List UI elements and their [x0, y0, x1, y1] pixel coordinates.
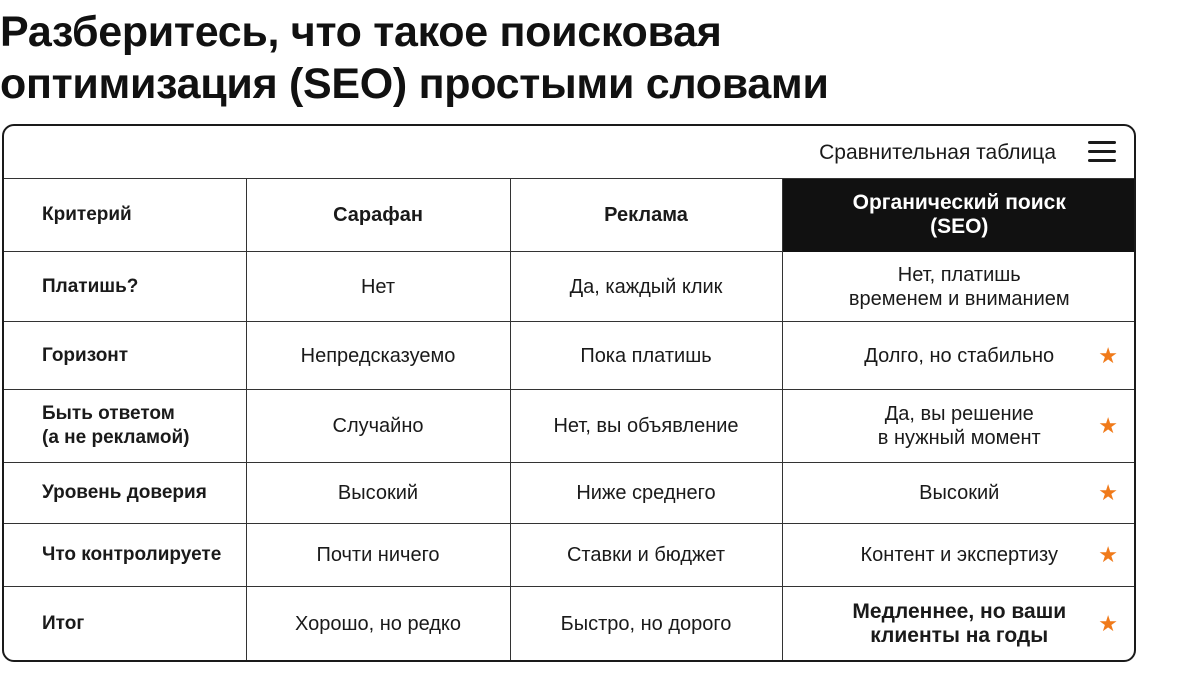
word-of-mouth-cell: Случайно — [246, 390, 510, 463]
header-seo-line-2: (SEO) — [930, 215, 989, 238]
word-of-mouth-cell: Непредсказуемо — [246, 322, 510, 390]
seo-line-1: Медленнее, но ваши — [852, 600, 1067, 623]
header-criterion: Критерий — [4, 179, 246, 252]
star-icon: ★ — [1098, 542, 1118, 567]
criterion-line-1: Что контролируете — [42, 544, 222, 565]
comparison-card — [2, 124, 1136, 662]
criterion-cell — [4, 390, 246, 463]
criterion-cell — [4, 322, 246, 390]
criterion-line-1: Горизонт — [42, 344, 129, 366]
seo-line-1: Да, вы решение — [884, 403, 1034, 425]
ads-cell: Ставки и бюджет — [510, 524, 782, 587]
seo-cell — [782, 463, 1136, 524]
word-of-mouth-cell: Высокий — [246, 463, 510, 524]
header-seo-line-1: Органический поиск — [852, 191, 1066, 214]
seo-cell — [782, 322, 1136, 390]
star-icon: ★ — [1098, 413, 1118, 438]
ads-cell: Ниже среднего — [510, 463, 782, 524]
word-of-mouth-cell: Нет — [246, 252, 510, 322]
table-row — [4, 587, 1136, 662]
criterion-line-2: (а не рекламой) — [42, 427, 190, 448]
table-row — [4, 252, 1136, 322]
header-word-of-mouth: Сарафан — [246, 179, 510, 252]
table-row — [4, 322, 1136, 390]
star-icon: ★ — [1098, 480, 1118, 505]
criterion-cell — [4, 524, 246, 587]
table-row — [4, 463, 1136, 524]
star-icon: ★ — [1098, 611, 1118, 636]
table-row — [4, 524, 1136, 587]
word-of-mouth-cell: Хорошо, но редко — [246, 587, 510, 662]
seo-line-2: в нужный момент — [877, 427, 1041, 449]
criterion-cell — [4, 463, 246, 524]
ads-cell: Да, каждый клик — [510, 252, 782, 322]
header-ads: Реклама — [510, 179, 782, 252]
table-header-row — [4, 179, 1136, 252]
criterion-line-1: Платишь? — [42, 275, 139, 297]
ads-cell: Пока платишь — [510, 322, 782, 390]
word-of-mouth-cell: Почти ничего — [246, 524, 510, 587]
card-header-label: Сравнительная таблица — [819, 141, 1056, 164]
criterion-cell — [4, 587, 246, 662]
criterion-cell — [4, 252, 246, 322]
seo-line-1: Нет, платишь — [897, 263, 1021, 286]
seo-line-2: клиенты на годы — [870, 624, 1049, 647]
criterion-line-1: Уровень доверия — [42, 482, 207, 503]
seo-cell — [782, 524, 1136, 587]
page-title — [0, 6, 829, 110]
hamburger-menu-icon[interactable] — [1088, 141, 1116, 163]
criterion-line-1: Итог — [42, 613, 85, 634]
ads-cell: Быстро, но дорого — [510, 587, 782, 662]
seo-line-1: Контент и экспертизу — [860, 544, 1058, 566]
comparison-table — [4, 178, 1136, 661]
star-icon: ★ — [1098, 342, 1118, 368]
criterion-line-1: Быть ответом — [42, 403, 175, 424]
seo-line-2: временем и вниманием — [848, 287, 1070, 310]
seo-cell — [782, 390, 1136, 463]
seo-cell — [782, 587, 1136, 662]
card-header — [4, 126, 1134, 178]
table-row — [4, 390, 1136, 463]
ads-cell: Нет, вы объявление — [510, 390, 782, 463]
seo-line-1: Долго, но стабильно — [864, 344, 1055, 367]
seo-line-1: Высокий — [919, 482, 1000, 504]
seo-cell — [782, 252, 1136, 322]
page-title-line-1: Разберитесь, что такое поисковая — [0, 8, 722, 56]
page-title-line-2: оптимизация (SEO) простыми словами — [0, 60, 829, 108]
header-seo — [782, 179, 1136, 252]
